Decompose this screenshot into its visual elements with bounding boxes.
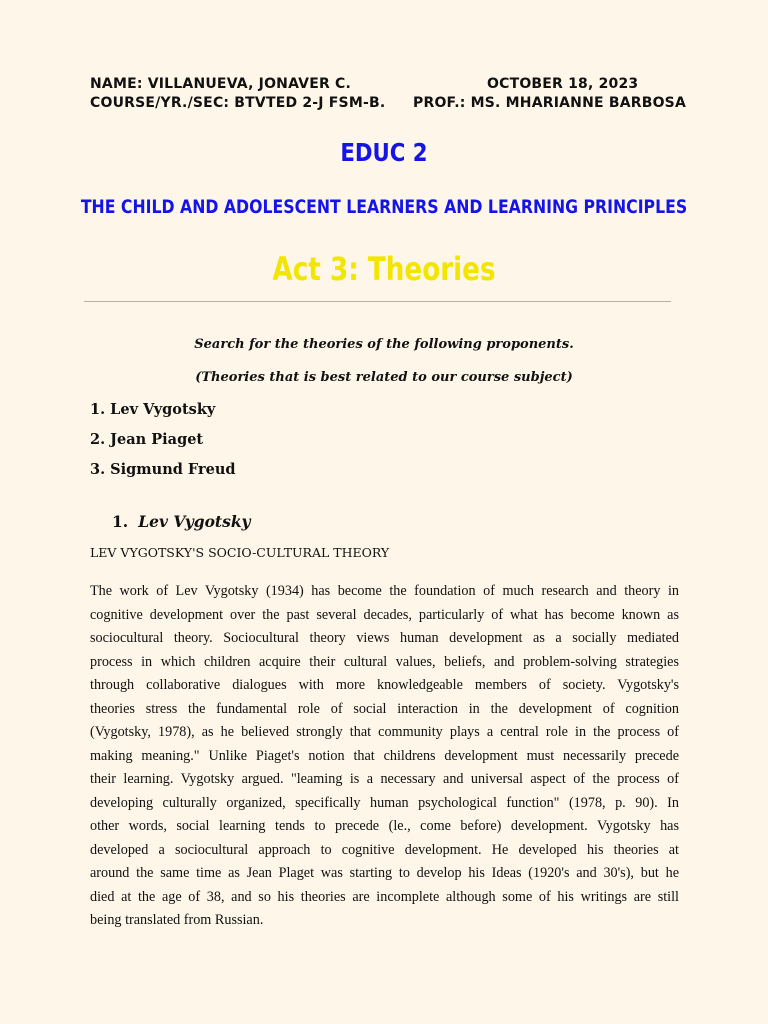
paragraph-line: The work of Lev Vygotsky (1934) has become the foundation of much research and theory in bbox=[90, 583, 679, 599]
proponent-item: 3. Sigmund Freud bbox=[90, 461, 236, 478]
paragraph-line: developed a sociocultural approach to cognitive development. He developed his theories at bbox=[90, 841, 679, 858]
paragraph-line: sociocultural theory. Sociocultural theory views human development as a socially mediated bbox=[90, 630, 679, 646]
paragraph-line: being translated from Russian. bbox=[90, 912, 264, 928]
paragraph-line: cognitive development over the past several decades, particularly of what has become known as bbox=[90, 606, 679, 623]
proponent-item: 1. Lev Vygotsky bbox=[90, 401, 216, 418]
title-divider bbox=[84, 301, 671, 302]
section-name: Lev Vygotsky bbox=[138, 512, 251, 531]
proponent-item: 2. Jean Piaget bbox=[90, 431, 204, 448]
paragraph-line: around the same time as Jean Plaget was starting to develop his Ideas (1920's and 30's), but he bbox=[90, 865, 679, 881]
section-heading bbox=[112, 512, 251, 531]
submission-date: OCTOBER 18, 2023 bbox=[487, 76, 639, 92]
section-number: 1. bbox=[112, 512, 129, 531]
instruction-line-2: (Theories that is best related to our course subject) bbox=[195, 370, 573, 385]
student-name: NAME: VILLANUEVA, JONAVER C. bbox=[90, 76, 352, 92]
paragraph-line: theories stress the fundamental role of social interaction in the development of cognition bbox=[90, 700, 679, 717]
paragraph-line: process in which children acquire their cultural values, beliefs, and problem-solving strategies bbox=[90, 653, 679, 670]
paragraph-line: making meaning." Unlike Piaget's notion that childrens development must necessarily precede bbox=[90, 747, 679, 764]
paragraph-line: other words, social learning tends to precede (le., come before) development. Vygotsky has bbox=[90, 818, 679, 834]
paragraph-line: through collaborative dialogues with more knowledgeable members of society. Vygotsky's bbox=[90, 677, 679, 693]
paragraph-line: died at the age of 38, and so his theories are incomplete although some of his writings are still bbox=[90, 888, 679, 905]
theory-title: LEV VYGOTSKY'S SOCIO-CULTURAL THEORY bbox=[90, 545, 390, 560]
body-paragraph bbox=[90, 580, 679, 933]
activity-title: Act 3: Theories bbox=[272, 250, 496, 288]
instruction-line-1: Search for the theories of the following proponents. bbox=[194, 337, 574, 352]
paragraph-line: their learning. Vygotsky argued. "leaming is a necessary and universal aspect of the process of bbox=[90, 771, 679, 787]
course-section: COURSE/YR./SEC: BTVTED 2-J FSM-B. bbox=[90, 95, 386, 111]
subject-code: EDUC 2 bbox=[340, 138, 428, 167]
paragraph-line: developing culturally organized, specifically human psychological function" (1978, p. 90). In bbox=[90, 794, 679, 811]
course-title: THE CHILD AND ADOLESCENT LEARNERS AND LEARNING PRINCIPLES bbox=[80, 197, 688, 218]
paragraph-line: (Vygotsky, 1978), as he believed strongly that community plays a central role in the process of bbox=[90, 724, 679, 740]
professor-name: PROF.: MS. MHARIANNE BARBOSA bbox=[413, 95, 687, 111]
